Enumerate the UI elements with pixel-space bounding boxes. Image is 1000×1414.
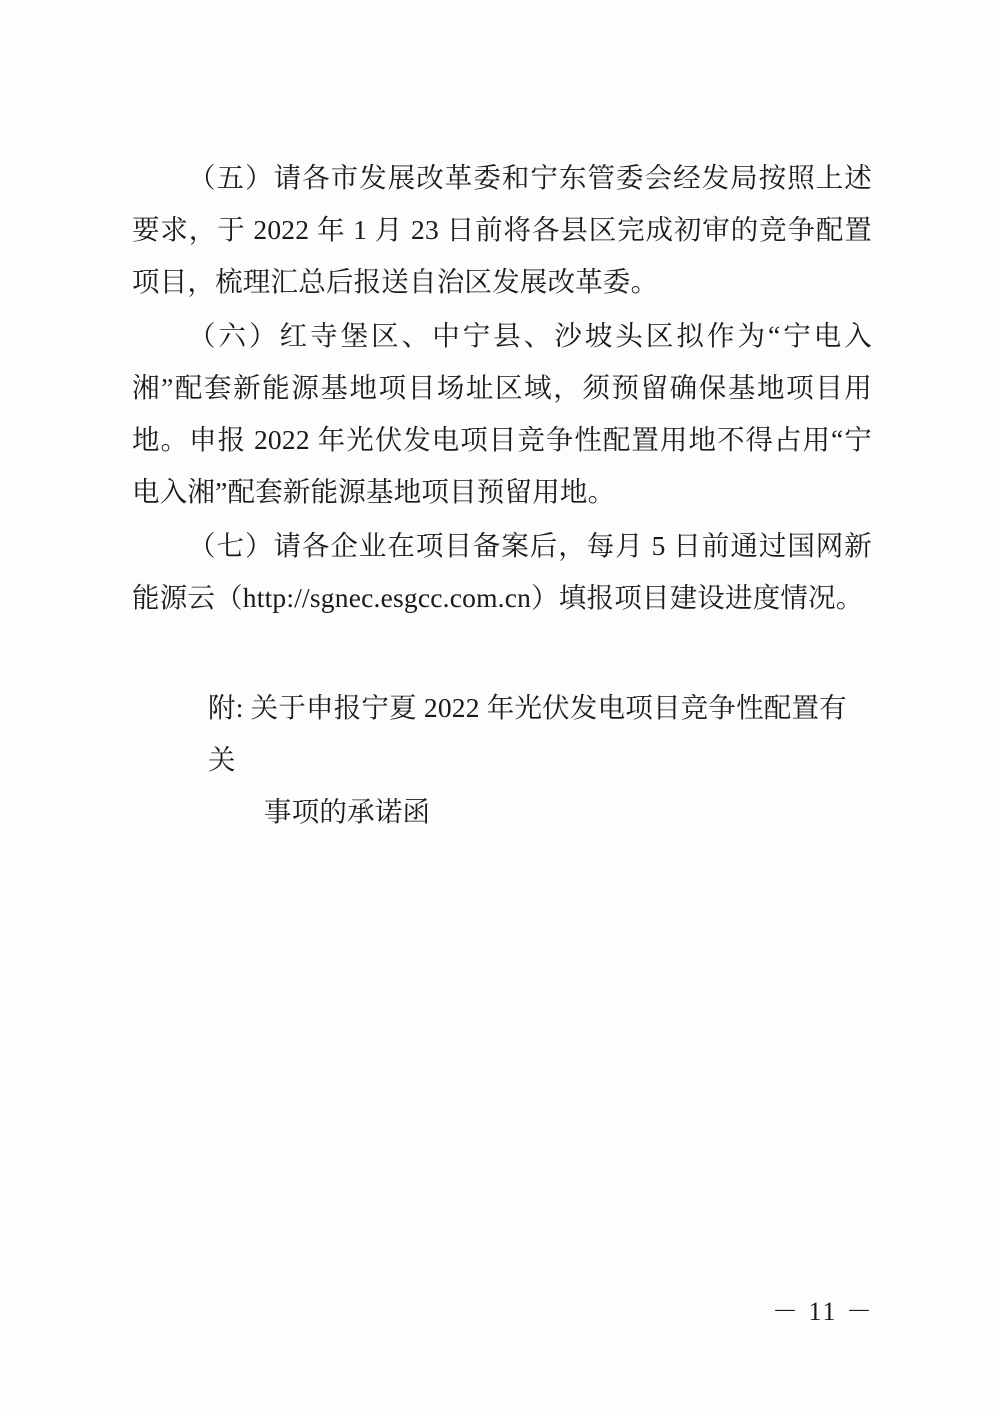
paragraph-five: （五）请各市发展改革委和宁东管委会经发局按照上述要求，于 2022 年 1 月 23 日前将各县区完成初审的竞争配置项目，梳理汇总后报送自治区发展改革委。	[132, 162, 872, 297]
attachment-line-1: 附: 关于申报宁夏 2022 年光伏发电项目竞争性配置有关	[208, 692, 847, 775]
attachment-line-2: 事项的承诺函	[264, 796, 431, 827]
document-body	[132, 152, 872, 838]
attachment-block	[132, 682, 872, 838]
paragraph-six: （六）红寺堡区、中宁县、沙坡头区拟作为“宁电入湘”配套新能源基地项目场址区域，须预留确保基地项目用地。申报 2022 年光伏发电项目竞争性配置用地不得占用“宁电入湘”配套新能源基地项目预留用地。	[132, 320, 872, 507]
paragraph-seven: （七）请各企业在项目备案后，每月 5 日前通过国网新能源云（http://sgnec.esgcc.com.cn）填报项目建设进度情况。	[132, 530, 872, 613]
page-number: － 11 －	[771, 1297, 874, 1326]
